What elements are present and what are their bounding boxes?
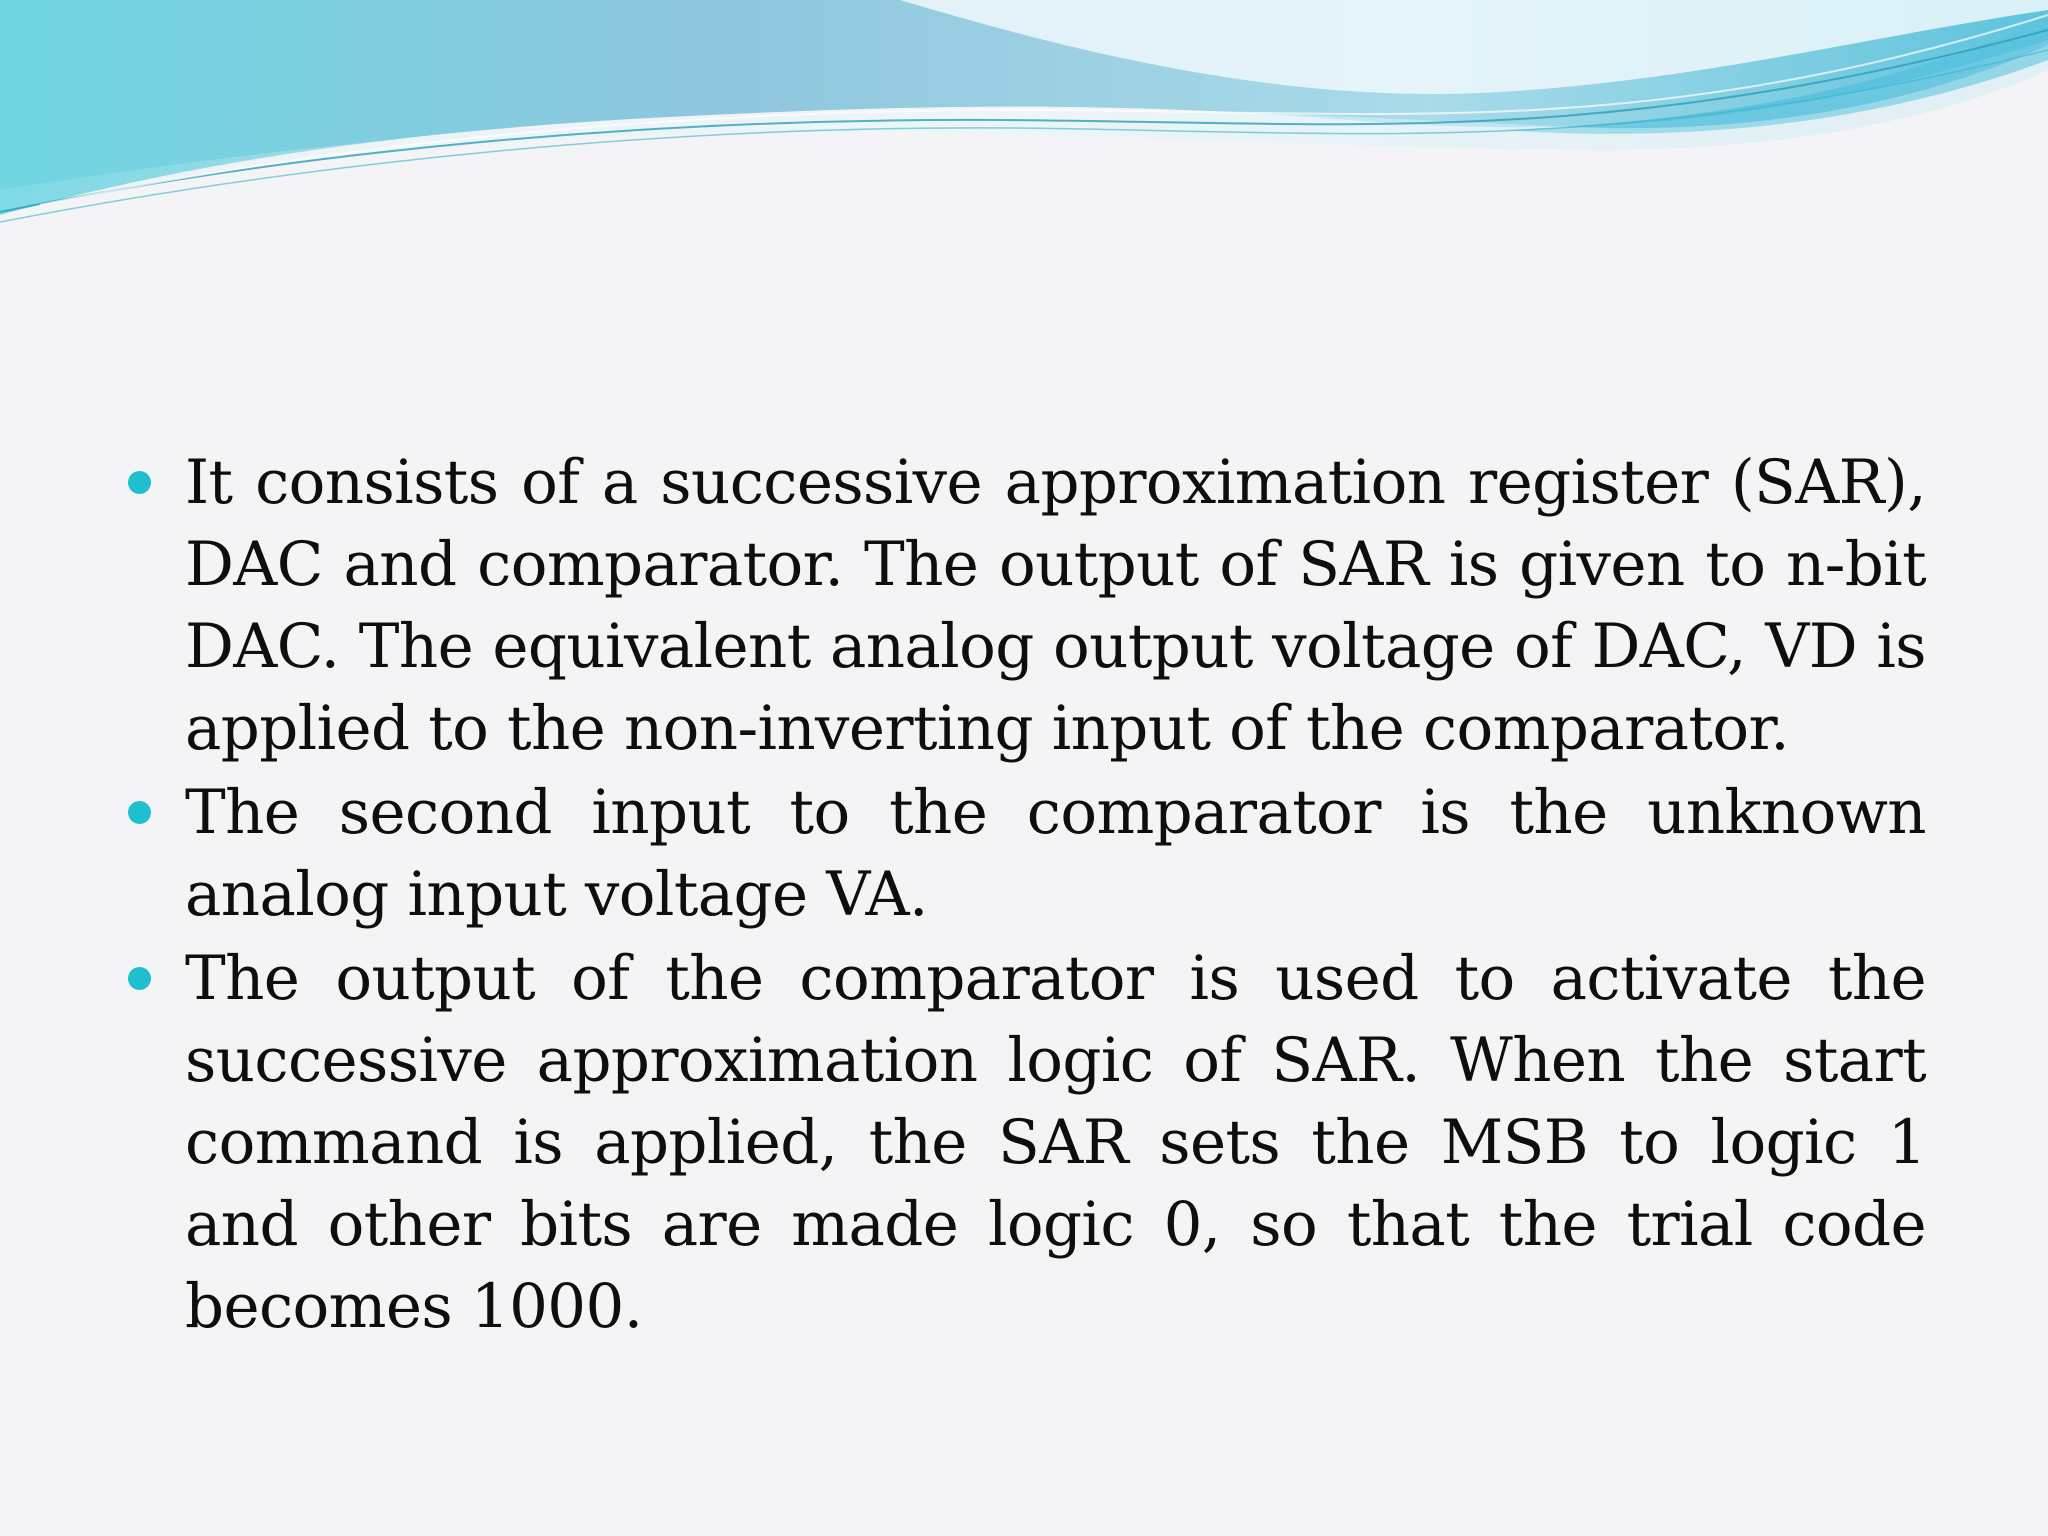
bullet-item — [128, 938, 1926, 1348]
bullet-item — [128, 772, 1926, 936]
bullet-list — [128, 442, 1926, 1348]
slide-content — [128, 442, 1926, 1350]
bullet-item — [128, 442, 1926, 770]
circle-bullet-icon — [128, 801, 151, 824]
circle-bullet-icon — [128, 967, 151, 990]
bullet-text: It consists of a successive approximation register (SAR), DAC and comparator. The output of SAR is given to n-bit DAC. The equivalent analog output voltage of DAC, VD is applied to the non-inverting input of the comparator. — [185, 447, 1926, 764]
header-wave-decoration — [0, 0, 2048, 240]
bullet-text: The output of the comparator is used to activate the successive approximation logic of SAR. When the start command is applied, the SAR sets the MSB to logic 1 and other bits are made logic 0, so that the trial code becomes 1000. — [185, 943, 1926, 1342]
bullet-text: The second input to the comparator is the unknown analog input voltage VA. — [185, 777, 1926, 930]
circle-bullet-icon — [128, 471, 151, 494]
